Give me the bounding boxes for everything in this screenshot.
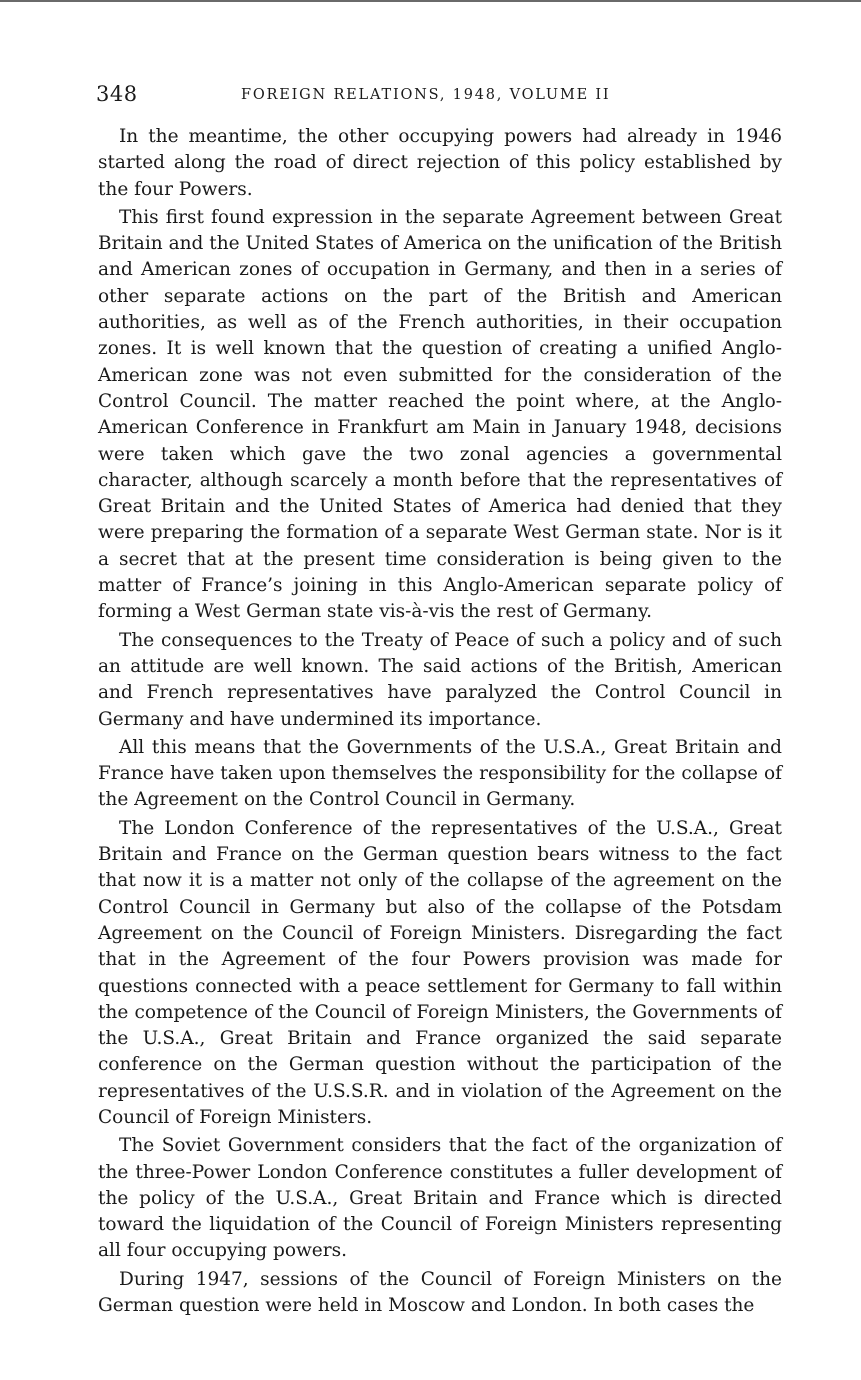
page-top-edge xyxy=(0,0,861,2)
paragraph-6: The Soviet Government considers that the fact of the organization of the three-Power London Conference constitutes a fuller development of the policy of the U.S.A., Great Britain and France which is directed toward the liquidation of the Council of Foreign Ministers representing all four occupying powers. xyxy=(98,1135,782,1262)
paragraph-7: During 1947, sessions of the Council of Foreign Ministers on the German question were held in Moscow and London. In both cases the xyxy=(98,1268,782,1317)
paragraph-1: In the meantime, the other occupying powers had already in 1946 started along the road of direct rejection of this policy established by the four Powers. xyxy=(98,126,782,200)
running-head xyxy=(98,80,782,108)
paragraph-4: All this means that the Governments of the U.S.A., Great Britain and France have taken upon themselves the responsibility for the collapse of the Agreement on the Control Council in Germany. xyxy=(98,736,782,811)
body-text xyxy=(98,124,782,1319)
paragraph-5: The London Conference of the representatives of the U.S.A., Great Britain and France on the German question bears witness to the fact that now it is a matter not only of the collapse of the agreement on the Control Council in Germany but also of the collapse of the Potsdam Agreement on the Council of Foreign Ministers. Disregarding the fact that in the Agreement of the four Powers provision was made for questions connected with a peace settlement for Germany to fall within the competence of the Council of Foreign Ministers, the Governments of the U.S.A., Great Britain and France organized the said separate conference on the German question without the participation of the representatives of the U.S.S.R. and in violation of the Agreement on the Council of Foreign Ministers. xyxy=(98,817,782,1128)
paragraph-2: This first found expression in the separate Agreement between Great Britain and the United States of America on the unification of the British and American zones of occupation in Germany, and then in a series of other separate actions on the part of the British and American authorities, as well as of the French authorities, in their occupation zones. It is well known that the question of creating a unified Anglo-American zone was not even submitted for the consideration of the Control Council. The matter reached the point where, at the Anglo-American Conference in Frankfurt am Main in January 1948, decisions were taken which gave the two zonal agencies a governmental character, although scarcely a month before that the representatives of Great Britain and the United States of America had denied that they were preparing the formation of a separate West German state. Nor is it a secret that at the present time consideration is being given to the matter of France’s joining in this Anglo-American separate policy of forming a West German state vis-à-vis the rest of Germany. xyxy=(98,206,782,623)
paragraph-3: The consequences to the Treaty of Peace of such a policy and of such an attitude are well known. The said actions of the British, American and French representatives have paralyzed the Control Council in Germany and have undermined its importance. xyxy=(98,629,782,730)
running-title: FOREIGN RELATIONS, 1948, VOLUME II xyxy=(241,87,611,103)
page-number: 348 xyxy=(96,82,138,106)
document-page xyxy=(98,80,782,1321)
